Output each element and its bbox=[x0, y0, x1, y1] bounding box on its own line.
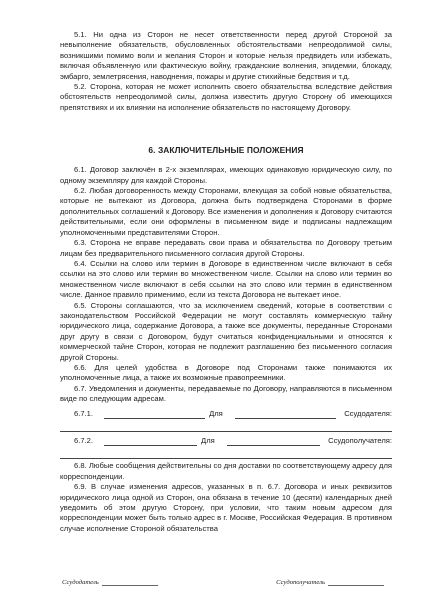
address-blank-line bbox=[235, 410, 336, 419]
address-blank-line bbox=[104, 410, 205, 419]
address-row-borrower bbox=[60, 436, 392, 446]
address-for-label: Для bbox=[201, 436, 215, 445]
address-blank-line bbox=[227, 437, 320, 446]
paragraph-6-8: 6.8. Любые сообщения действительны со дня доставки по соответствующему адресу для корреспонденции. bbox=[60, 461, 392, 481]
address-blank-line bbox=[60, 423, 392, 432]
paragraph-5-2: 5.2. Сторона, которая не может исполнить своего обязательства вследствие действия обстоятельств непреодолимой силы, должна известить другую Сторону об имеющихся препятствиях и их влиянии на исполнение обязательств по настоящему Договору. bbox=[60, 82, 392, 112]
paragraph-6-5: 6.5. Стороны соглашаются, что за исключением сведений, которые в соответствии с законодательством Российской Федерации не могут составлять коммерческую тайну юридического лица, содержание Договора, а также все документы, переданные Сторонами друг другу в связи с Договором, будут считаться конфиденциальными и относятся к коммерческой тайне Сторон, которая не подлежит разглашению без письменного согласия другой Стороны. bbox=[60, 300, 392, 362]
lender-signature bbox=[62, 579, 158, 586]
paragraph-6-9: 6.9. В случае изменения адресов, указанных в п. 6.7. Договора и иных реквизитов юридического лица одной из Сторон, она обязана в течение 10 (десяти) календарных дней уведомить об этом другую Сторону, при условии, что таким новым адресом для корреспонденции может быть только адрес в г. Москве, Российская Федерация. В противном случае исполнение Стороной обязательства bbox=[60, 482, 392, 533]
signature-line bbox=[102, 579, 158, 586]
borrower-signature-label: Ссудополучатель bbox=[276, 579, 325, 586]
lender-signature-label: Ссудодатель bbox=[62, 579, 99, 586]
paragraph-6-6: 6.6. Для целей удобства в Договоре под Сторонами также понимаются их уполномоченные лица, а также их возможные правопреемники. bbox=[60, 362, 392, 383]
paragraph-6-2: 6.2. Любая договоренность между Сторонами, влекущая за собой новые обязательства, которые не вытекают из Договора, должна быть подтверждена Сторонами в форме дополнительных соглашений к Договору. Все изменения и дополнения к Договору считаются действительными, если они оформлены в письменном виде и подписаны надлежащим уполномоченными представителями Сторон. bbox=[60, 186, 392, 237]
address-row-lender bbox=[60, 409, 392, 419]
paragraph-6-3: 6.3. Сторона не вправе передавать свои права и обязательства по Договору третьим лицам без предварительного письменного согласия другой Стороны. bbox=[60, 238, 392, 258]
address-role-label: Ссудодателя: bbox=[344, 408, 393, 418]
paragraph-5-1: 5.1. Ни одна из Сторон не несет ответственности перед другой Стороной за невыполнение обязательств, обусловленных обстоятельствами непреодолимой силы, возникшими помимо воли и желания Сторон и которые нельзя предвидеть или избежать, включая объявленную или фактическую войну, гражданские волнения, эпидемии, блокаду, эмбарго, землетрясения, наводнения, пожары и другие стихийные бедствия и т.д. bbox=[60, 30, 392, 81]
address-number: 6.7.1. bbox=[74, 408, 93, 418]
paragraph-6-1: 6.1. Договор заключён в 2-х экземплярах, имеющих одинаковую юридическую силу, по одному экземпляру для каждой Стороны. bbox=[60, 165, 392, 185]
borrower-signature bbox=[276, 579, 384, 586]
signature-footer bbox=[62, 579, 384, 586]
address-role-label: Ссудополучателя: bbox=[328, 436, 392, 445]
address-for-label: Для bbox=[209, 408, 223, 418]
paragraph-6-7: 6.7. Уведомления и документы, передаваемые по Договору, направляются в письменном виде по следующим адресам. bbox=[60, 383, 392, 404]
address-blank-line bbox=[60, 450, 392, 459]
address-number: 6.7.2. bbox=[74, 436, 93, 445]
signature-line bbox=[328, 579, 384, 586]
address-blank-line bbox=[104, 437, 197, 446]
paragraph-6-4: 6.4. Ссылки на слово или термин в Договоре в единственном числе включают в себя ссылки на это слово или термин во множественном числе. Ссылки на слово или термин во множественном числе включают в себя ссылки на это слово или термин в единственном числе. Данное правило применимо, если из текста Договора не вытекает иное. bbox=[60, 258, 392, 300]
section-heading: 6. ЗАКЛЮЧИТЕЛЬНЫЕ ПОЛОЖЕНИЯ bbox=[148, 145, 304, 156]
